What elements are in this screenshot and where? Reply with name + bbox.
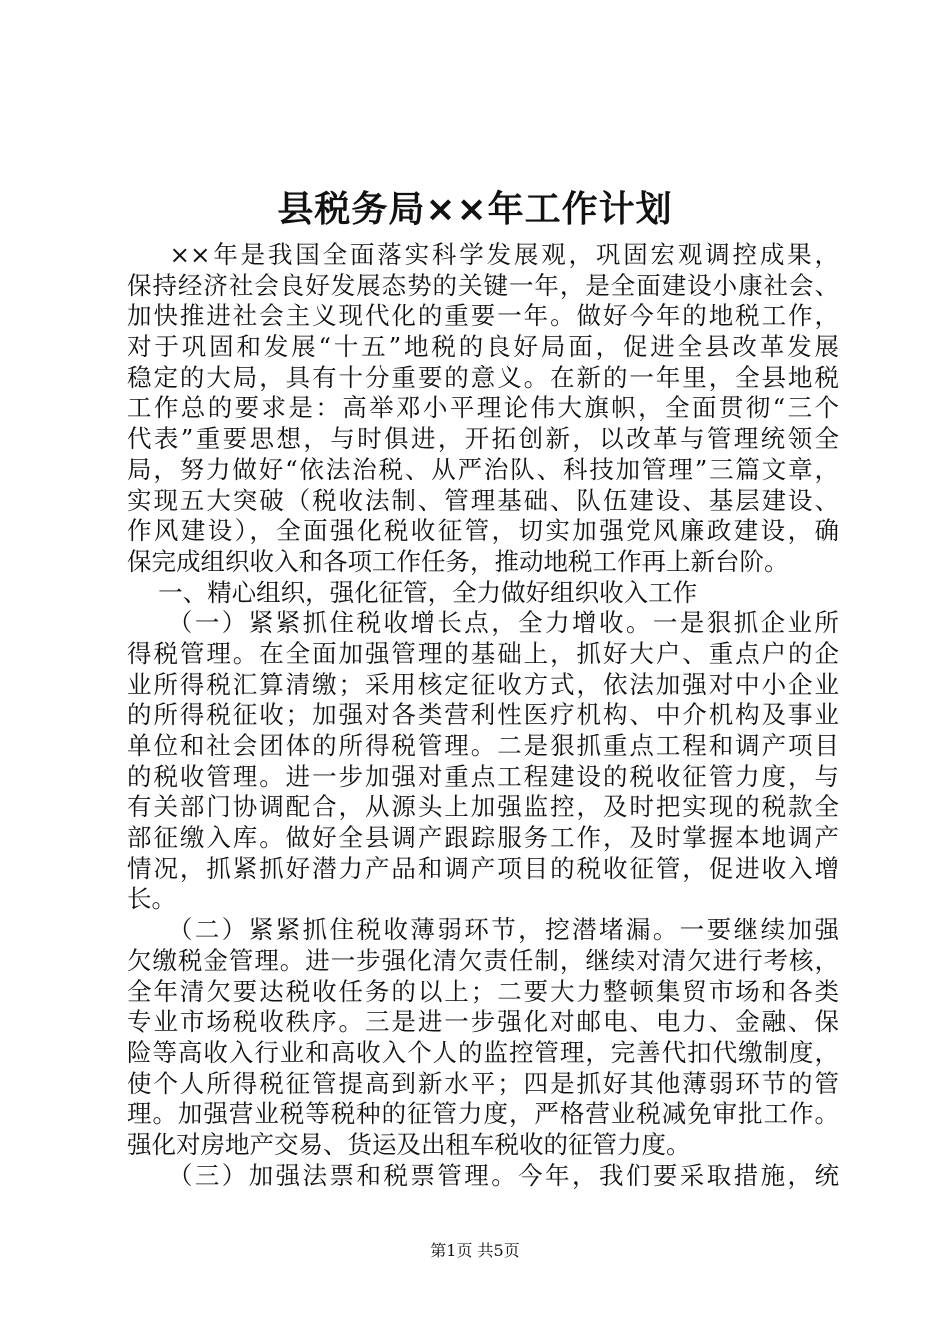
text-line: 强化对房地产交易、货运及出租车税收的征管力度。 <box>127 1129 691 1159</box>
text-line: 对于巩固和发展“十五”地税的良好局面，促进全县改革发展 <box>127 332 839 362</box>
text-line: 的税收管理。进一步加强对重点工程建设的税收征管力度，与 <box>127 761 839 791</box>
text-line: 欠缴税金管理。进一步强化清欠责任制，继续对清欠进行考核， <box>127 945 839 975</box>
text-line: 使个人所得税征管提高到新水平；四是抓好其他薄弱环节的管 <box>127 1068 839 1098</box>
text-line: 全年清欠要达税收任务的以上；二要大力整顿集贸市场和各类 <box>127 976 839 1006</box>
text-line: 一、精心组织，强化征管，全力做好组织收入工作 <box>127 577 698 607</box>
text-line: 专业市场税收秩序。三是进一步强化对邮电、电力、金融、保 <box>127 1007 839 1037</box>
text-line: 局，努力做好“依法治税、从严治队、科技加管理”三篇文章， <box>127 454 839 484</box>
text-line: 保持经济社会良好发展态势的关键一年，是全面建设小康社会、 <box>127 270 839 300</box>
text-line: 理。加强营业税等税种的征管力度，严格营业税减免审批工作。 <box>127 1099 839 1129</box>
text-line: 加快推进社会主义现代化的重要一年。做好今年的地税工作， <box>127 301 839 331</box>
document-title: 县税务局××年工作计划 <box>277 189 673 230</box>
text-line: 长。 <box>127 884 176 914</box>
text-line: 工作总的要求是：高举邓小平理论伟大旗帜，全面贯彻“三个 <box>127 393 839 423</box>
text-line: 得税管理。在全面加强管理的基础上，抓好大户、重点户的企 <box>127 638 839 668</box>
text-line: 单位和社会团体的所得税管理。二是狠抓重点工程和调产项目 <box>127 731 839 760</box>
text-line: 保完成组织收入和各项工作任务，推动地税工作再上新台阶。 <box>127 546 789 576</box>
page-footer: 第1页 共5页 <box>430 1241 520 1260</box>
text-line: 实现五大突破（税收法制、管理基础、队伍建设、基层建设、 <box>127 485 839 515</box>
text-line: （二）紧紧抓住税收薄弱环节，挖潜堵漏。一要继续加强 <box>127 915 839 945</box>
text-line: ××年是我国全面落实科学发展观，巩固宏观调控成果， <box>127 240 839 269</box>
text-line: （一）紧紧抓住税收增长点，全力增收。一是狠抓企业所 <box>127 608 839 638</box>
text-line: 部征缴入库。做好全县调产跟踪服务工作，及时掌握本地调产 <box>127 823 839 853</box>
text-line: 代表”重要思想，与时俱进，开拓创新，以改革与管理统领全 <box>127 424 839 454</box>
text-line: 业所得税汇算清缴；采用核定征收方式，依法加强对中小企业 <box>127 669 839 699</box>
text-line: 的所得税征收；加强对各类营利性医疗机构、中介机构及事业 <box>127 700 839 730</box>
text-line: 情况，抓紧抓好潜力产品和调产项目的税收征管，促进收入增 <box>127 853 839 883</box>
text-line: 险等高收入行业和高收入个人的监控管理，完善代扣代缴制度， <box>127 1037 839 1067</box>
document-body <box>127 240 839 1191</box>
text-line: 稳定的大局，具有十分重要的意义。在新的一年里，全县地税 <box>127 362 839 392</box>
text-line: （三）加强法票和税票管理。今年，我们要采取措施，统 <box>127 1160 839 1190</box>
text-line: 有关部门协调配合，从源头上加强监控，及时把实现的税款全 <box>127 792 839 822</box>
text-line: 作风建设），全面强化税收征管，切实加强党风廉政建设，确 <box>127 516 839 546</box>
